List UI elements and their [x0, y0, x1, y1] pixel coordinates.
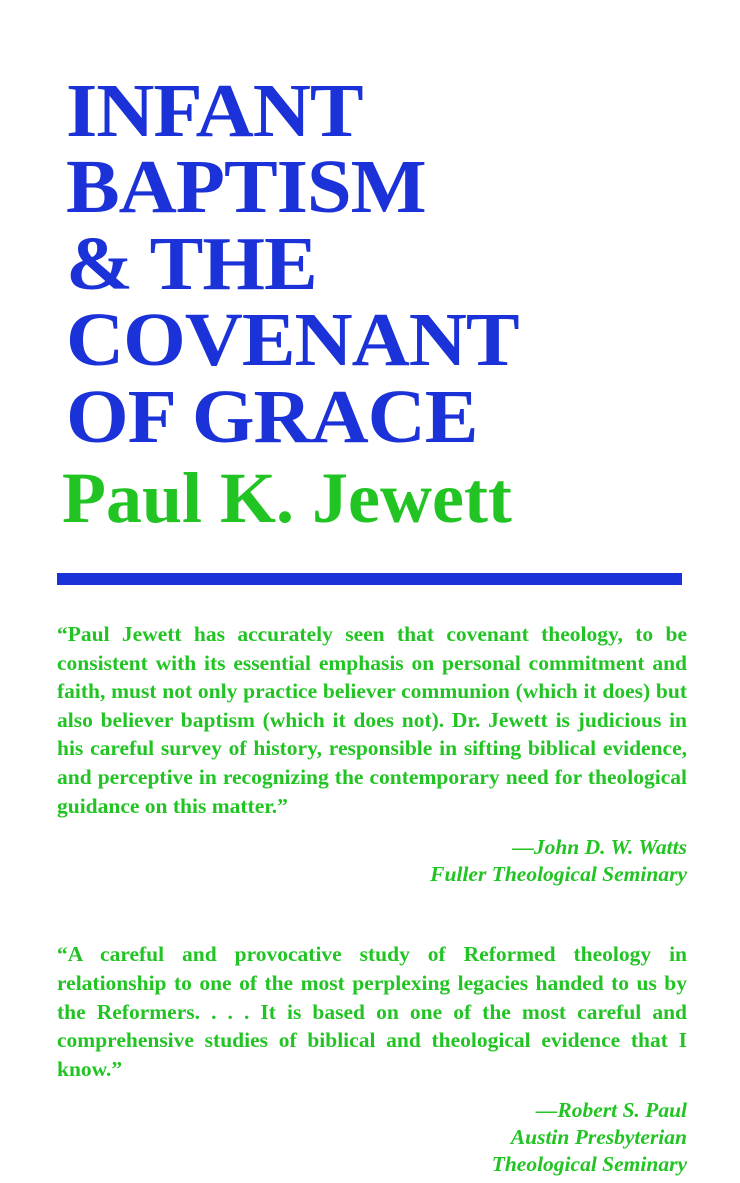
attribution-line: Austin Presbyterian	[510, 1125, 687, 1150]
blurb-attribution	[57, 1097, 687, 1178]
author-name: Paul K. Jewett	[62, 458, 512, 538]
attribution-line: —Robert S. Paul	[535, 1098, 687, 1123]
attribution-line: —John D. W. Watts	[512, 835, 687, 860]
blurb-text: “Paul Jewett has accurately seen that covenant theology, to be consistent with its essential emphasis on personal commitment and faith, must not only practice believer communion (which it does) but also believer baptism (which it does not). Dr. Jewett is judicious in his careful survey of history, responsible in sifting biblical evidence, and perceptive in recognizing the contemporary need for theological guidance on this matter.”	[57, 622, 687, 818]
attribution-line: Fuller Theological Seminary	[430, 862, 687, 887]
title-line-2: BAPTISM	[66, 145, 426, 230]
blurb-attribution	[57, 834, 687, 888]
blurb-text: “A careful and provocative study of Reformed theology in relationship to one of the most perplexing legacies handed to us by the Reformers. . . . It is based on one of the most careful and comprehensive studies of biblical and theological evidence that I know.”	[57, 942, 687, 1081]
divider-rule	[57, 573, 682, 585]
blurb-item	[57, 940, 687, 1178]
book-title	[66, 69, 726, 459]
title-line-5: OF GRACE	[66, 374, 478, 459]
title-line-4: COVENANT	[66, 298, 519, 383]
blurb-section	[57, 620, 687, 1179]
title-line-3: & THE	[66, 221, 317, 306]
attribution-line: Theological Seminary	[491, 1152, 687, 1177]
blurb-item	[57, 620, 687, 888]
title-line-1: INFANT	[66, 69, 363, 153]
